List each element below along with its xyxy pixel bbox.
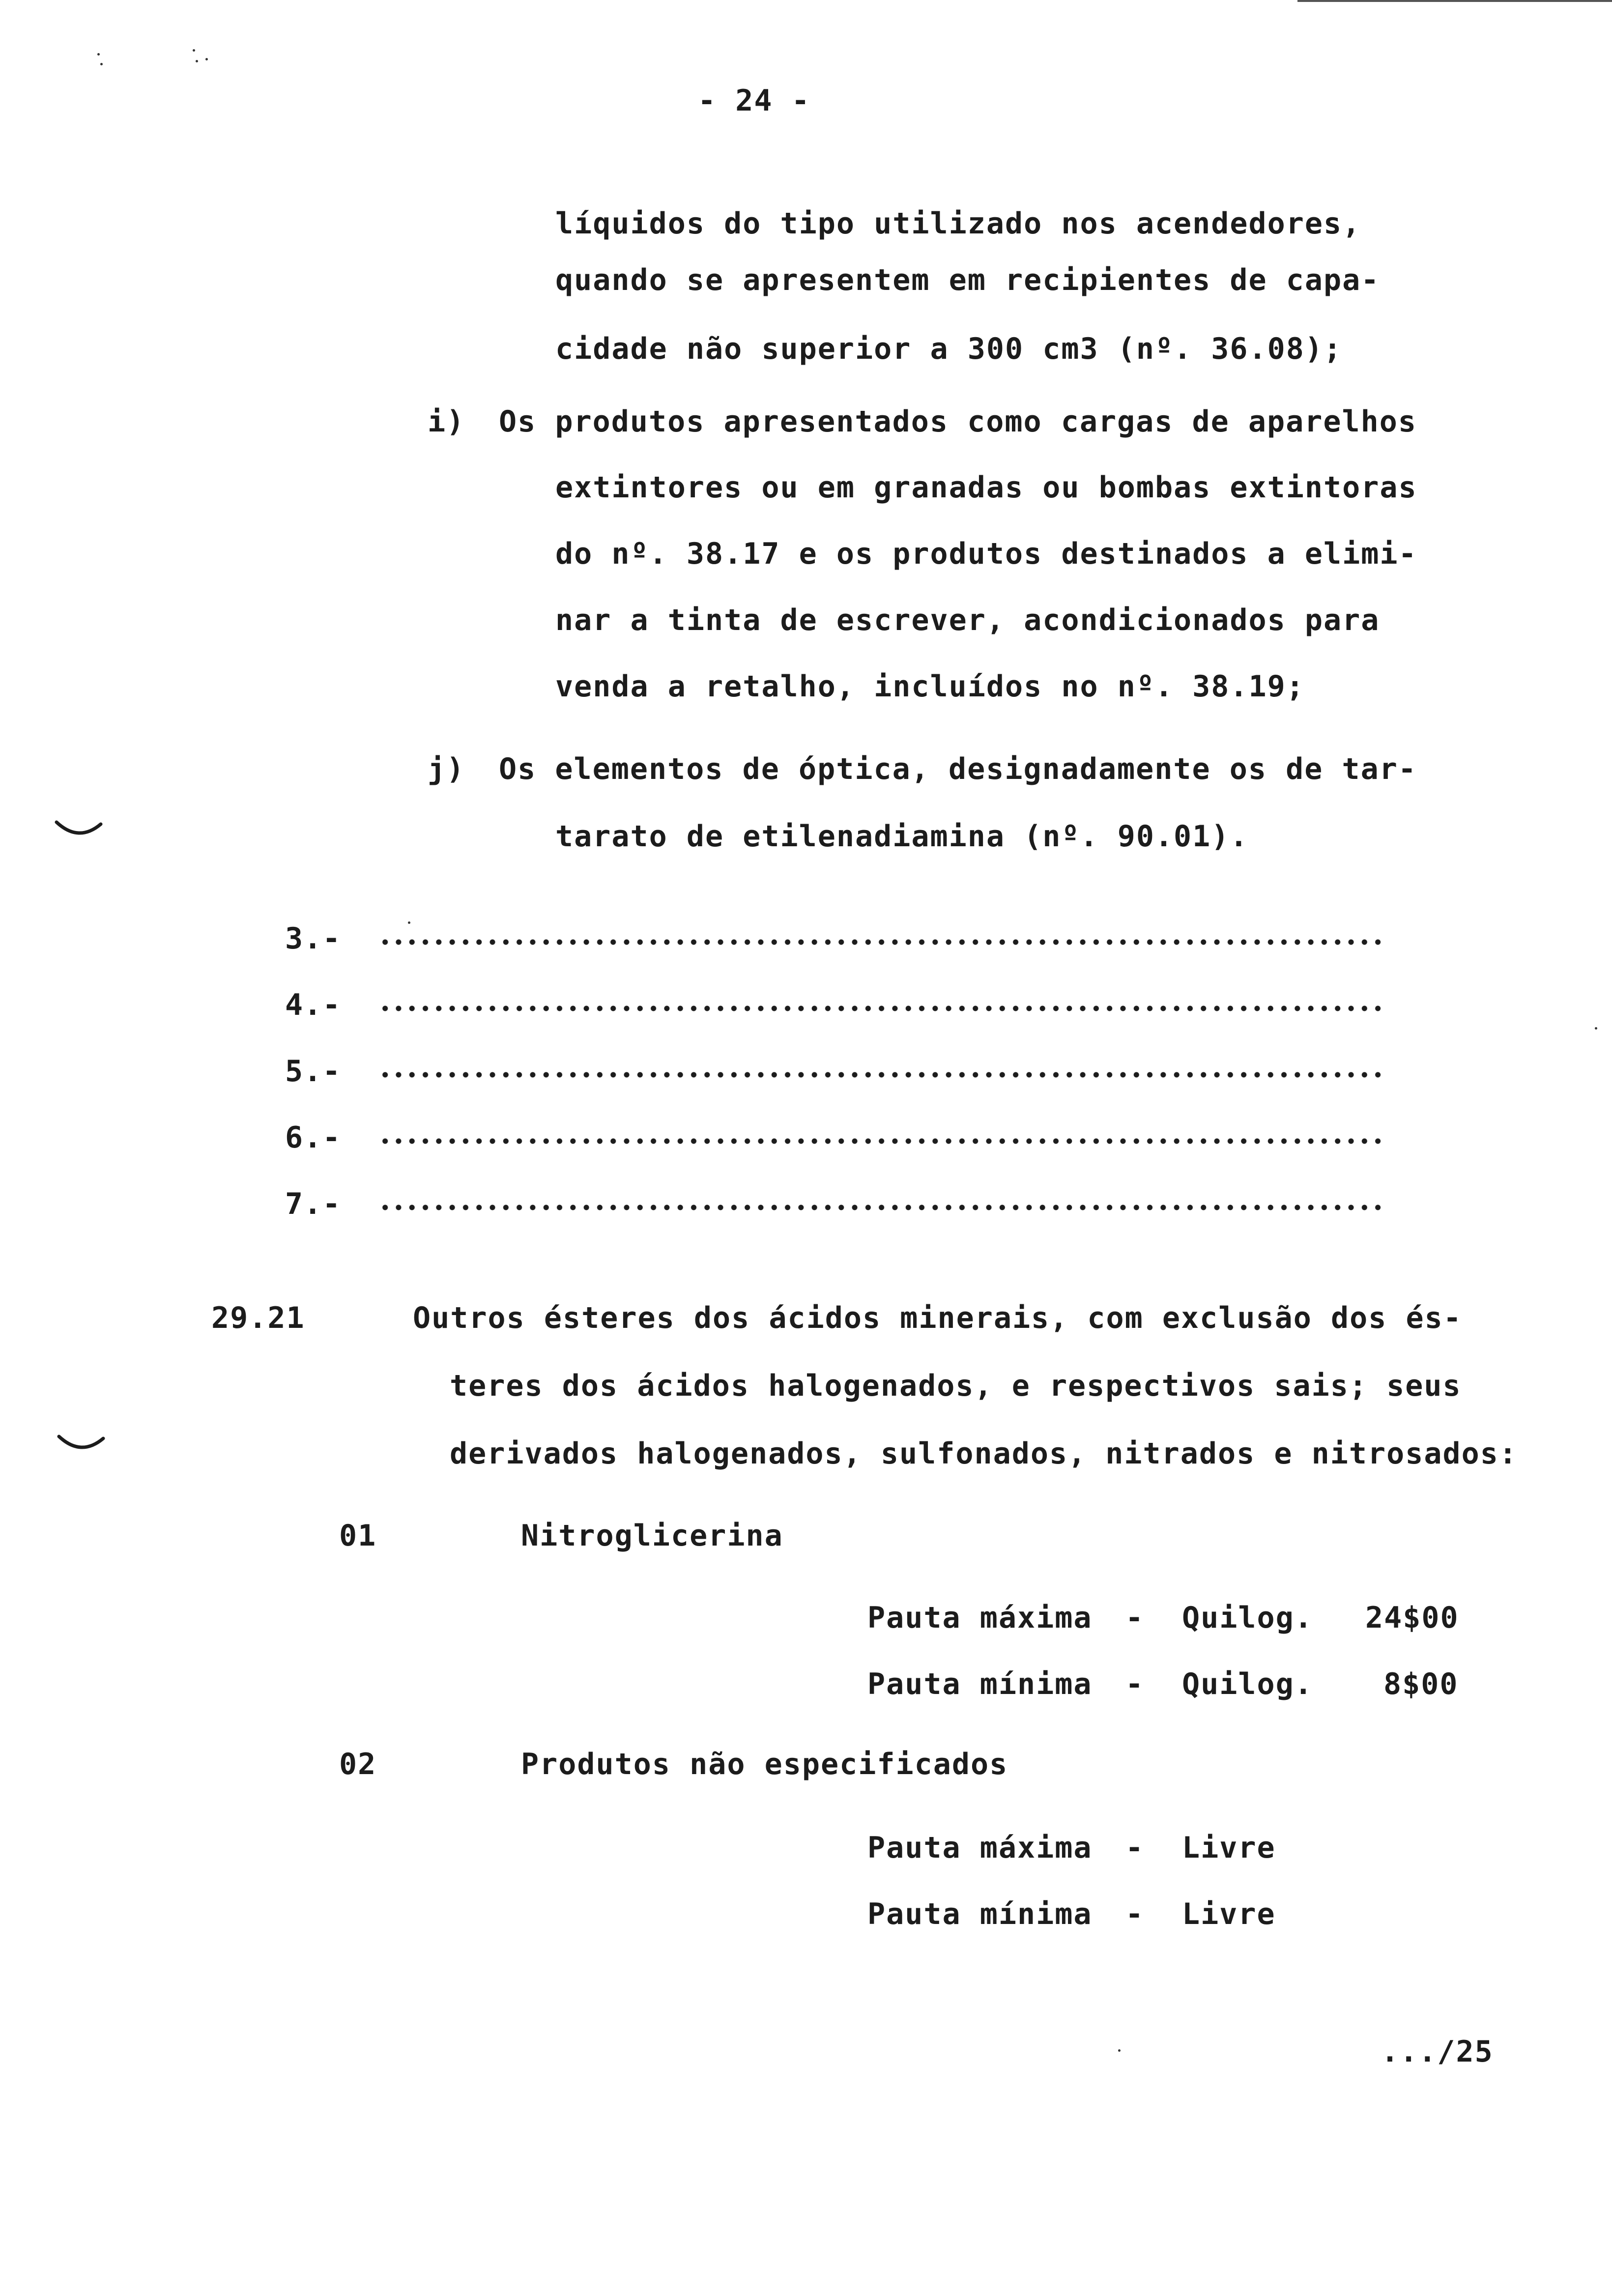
rate-dash: - <box>1125 1667 1145 1701</box>
dotted-leader <box>378 1204 1386 1211</box>
dotted-item-label: 5.- <box>285 1054 342 1089</box>
next-page-marker: .../25 <box>1381 2035 1494 2069</box>
binder-hole-mark-upper <box>54 818 103 843</box>
rate-label: Pauta mínima <box>867 1897 1093 1931</box>
heading-line-1: Outros ésteres dos ácidos minerais, com exclusão dos és- <box>413 1301 1462 1335</box>
rate-dash: - <box>1125 1831 1145 1865</box>
item-j-line-2: tarato de etilenadiamina (nº. 90.01). <box>555 819 1249 854</box>
page-number: - 24 - <box>698 84 810 118</box>
scan-speck <box>196 60 198 62</box>
item-i-line-4: nar a tinta de escrever, acondicionados para <box>555 603 1380 637</box>
continuation-line-1: líquidos do tipo utilizado nos acendedores, <box>555 206 1361 241</box>
dotted-leader <box>378 1071 1386 1078</box>
scan-speck <box>100 63 103 65</box>
dotted-item-label: 4.- <box>285 988 342 1022</box>
item-i-line-2: extintores ou em granadas ou bombas extintoras <box>555 470 1417 505</box>
rate-label: Pauta máxima <box>867 1831 1093 1865</box>
rate-dash: - <box>1125 1897 1145 1931</box>
item-i-letter: i) <box>428 404 465 439</box>
dotted-item-label: 3.- <box>285 921 342 956</box>
subitem-label: Nitroglicerina <box>521 1519 783 1553</box>
scan-speck <box>205 58 208 60</box>
rate-label: Pauta máxima <box>867 1601 1093 1635</box>
rate-label: Pauta mínima <box>867 1667 1093 1701</box>
rate-value: Livre <box>1182 1897 1276 1931</box>
item-i-line-1: Os produtos apresentados como cargas de aparelhos <box>499 404 1417 439</box>
item-j-line-1: Os elementos de óptica, designadamente os de tar- <box>499 752 1417 786</box>
scan-edge-line <box>1297 0 1612 2</box>
heading-code: 29.21 <box>211 1301 305 1335</box>
heading-line-3: derivados halogenados, sulfonados, nitrados e nitrosados: <box>450 1436 1518 1471</box>
dotted-leader <box>378 1005 1386 1012</box>
rate-value: 24$00 <box>1365 1601 1459 1635</box>
continuation-line-3: cidade não superior a 300 cm3 (nº. 36.08); <box>555 332 1343 366</box>
rate-dash: - <box>1125 1601 1145 1635</box>
rate-unit: Quilog. <box>1182 1667 1313 1701</box>
rate-value: 8$00 <box>1383 1667 1459 1701</box>
binder-hole-mark-lower <box>57 1433 106 1457</box>
rate-unit: Quilog. <box>1182 1601 1313 1635</box>
subitem-label: Produtos não especificados <box>521 1747 1008 1781</box>
dotted-leader <box>378 939 1386 946</box>
subitem-code: 01 <box>339 1519 377 1553</box>
subitem-code: 02 <box>339 1747 377 1781</box>
rate-value: Livre <box>1182 1831 1276 1865</box>
continuation-line-2: quando se apresentem em recipientes de capa- <box>555 263 1380 297</box>
scan-speck <box>193 49 195 52</box>
dotted-leader <box>378 1138 1386 1145</box>
scan-speck <box>97 53 100 56</box>
item-i-line-5: venda a retalho, incluídos no nº. 38.19; <box>555 669 1305 704</box>
dotted-item-label: 6.- <box>285 1120 342 1155</box>
scan-speck <box>1118 2049 1121 2052</box>
scan-speck <box>1595 1027 1597 1030</box>
item-j-letter: j) <box>428 752 465 786</box>
scan-speck <box>408 921 410 924</box>
dotted-item-label: 7.- <box>285 1187 342 1221</box>
heading-line-2: teres dos ácidos halogenados, e respectivos sais; seus <box>450 1369 1462 1403</box>
item-i-line-3: do nº. 38.17 e os produtos destinados a elimi- <box>555 537 1417 571</box>
